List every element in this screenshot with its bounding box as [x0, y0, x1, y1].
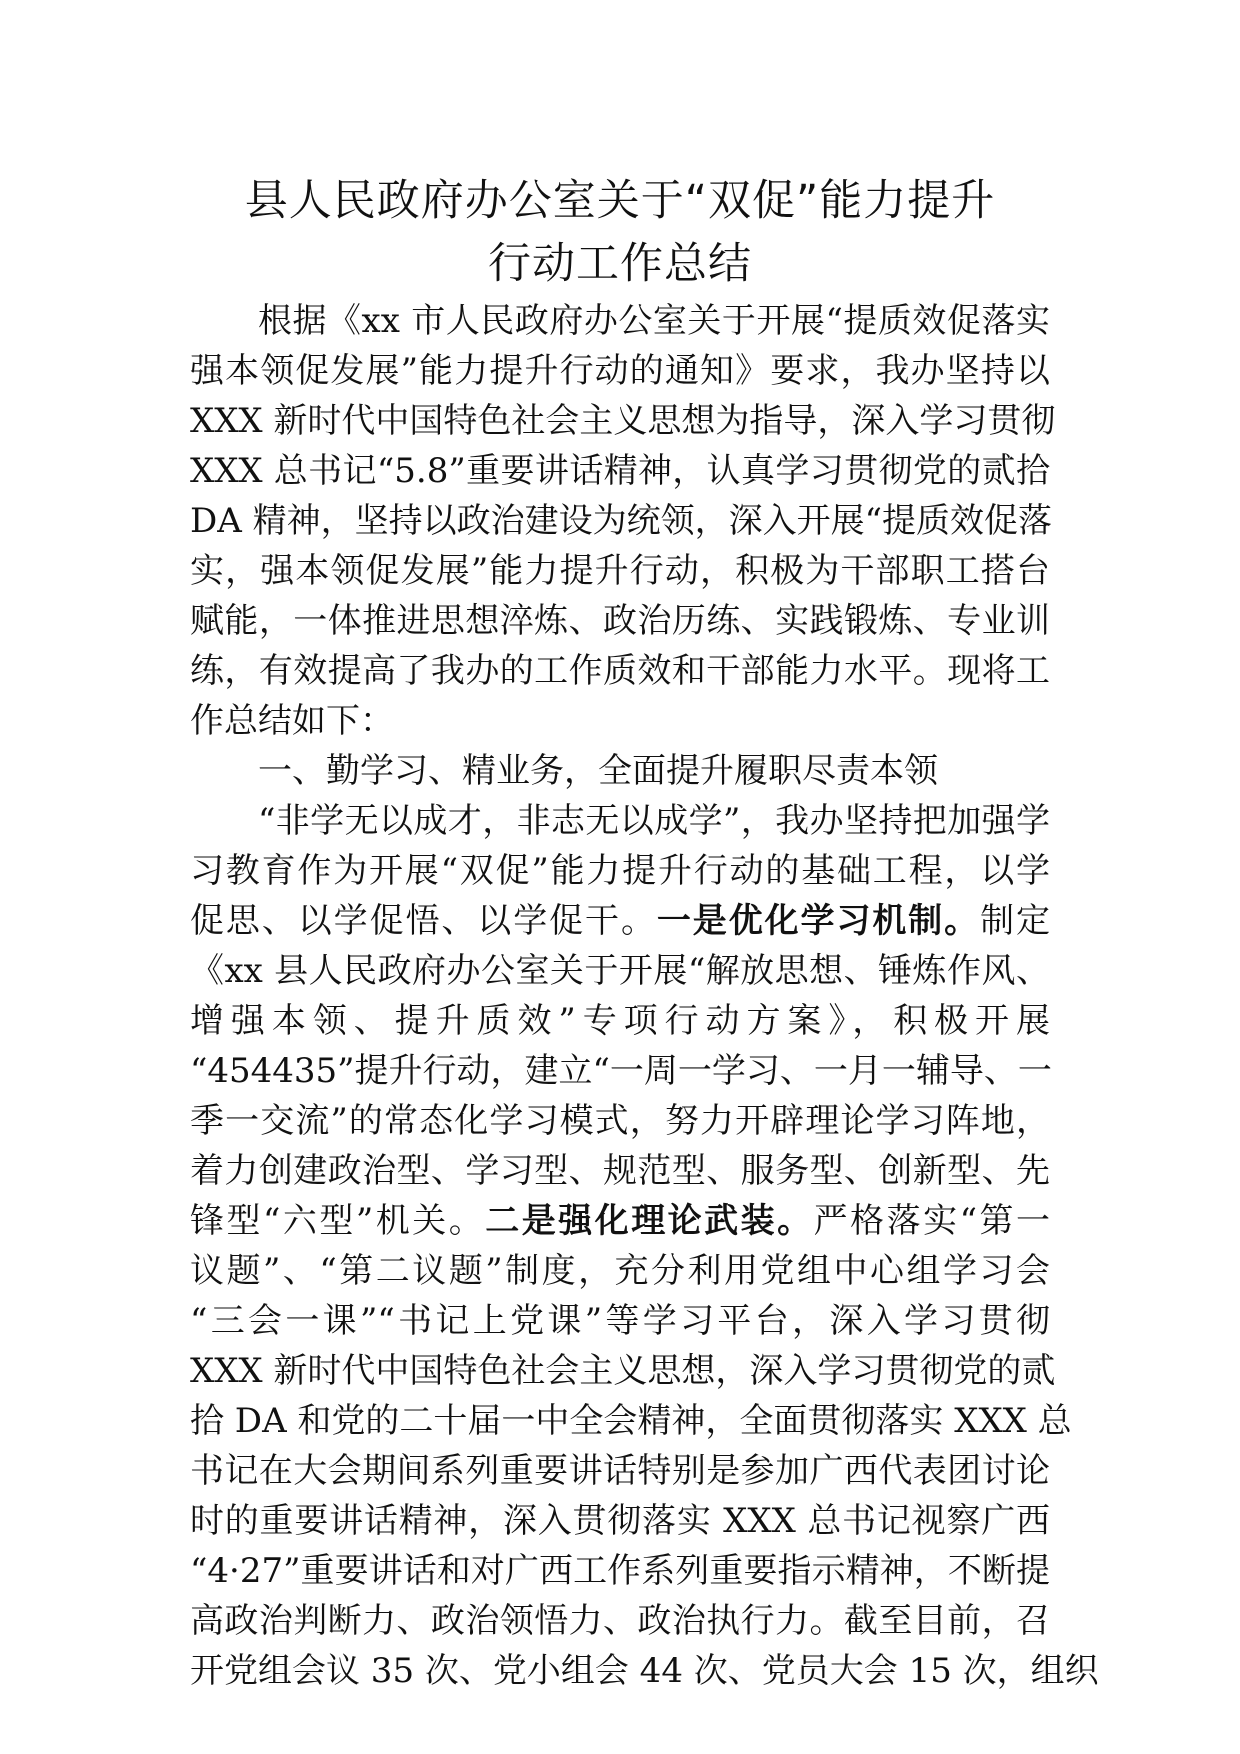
paragraph-line: 着力创建政治型、学习型、规范型、服务型、创新型、先 [190, 1151, 1050, 1191]
paragraph-line: 时的重要讲话精神，深入贯彻落实 XXX 总书记视察广西 [190, 1501, 1050, 1541]
line-text: 制定 [980, 901, 1051, 941]
paragraph-line: XXX 新时代中国特色社会主义思想为指导，深入学习贯彻 [190, 401, 1056, 441]
paragraph-line: 增强本领、提升质效”专项行动方案》，积极开展 [190, 1001, 1050, 1041]
paragraph-line: 强本领促发展”能力提升行动的通知》要求，我办坚持以 [190, 351, 1050, 391]
line-text: 严格落实“第一 [813, 1201, 1051, 1241]
paragraph-line: “三会一课”“书记上党课”等学习平台，深入学习贯彻 [190, 1301, 1050, 1341]
paragraph-line: 作总结如下： [190, 701, 394, 741]
paragraph-line: DA 精神，坚持以政治建设为统领，深入开展“提质效促落 [190, 501, 1053, 541]
paragraph-line [190, 1196, 1050, 1246]
paragraph-line [190, 896, 1050, 946]
paragraph-line: “4·27”重要讲话和对广西工作系列重要指示精神，不断提 [190, 1551, 1050, 1591]
paragraph-line: 议题”、“第二议题”制度，充分利用党组中心组学习会 [190, 1251, 1050, 1291]
bold-subheading: 二是强化理论武装。 [485, 1201, 814, 1241]
paragraph-line: 拾 DA 和党的二十届一中全会精神，全面贯彻落实 XXX 总 [190, 1401, 1072, 1441]
paragraph-line: 实，强本领促发展”能力提升行动，积极为干部职工搭台 [190, 551, 1050, 591]
document-title-line-2: 行动工作总结 [488, 239, 752, 289]
paragraph-line: 季一交流”的常态化学习模式，努力开辟理论学习阵地， [190, 1101, 1050, 1141]
paragraph-line: XXX 总书记“5.8”重要讲话精神，认真学习贯彻党的贰拾 [190, 451, 1050, 491]
paragraph-line: 书记在大会期间系列重要讲话特别是参加广西代表团讨论 [190, 1451, 1050, 1491]
paragraph-line: “非学无以成才，非志无以成学”，我办坚持把加强学 [258, 801, 1050, 841]
paragraph-line: 习教育作为开展“双促”能力提升行动的基础工程，以学 [190, 851, 1050, 891]
bold-subheading: 一是优化学习机制。 [656, 901, 981, 941]
paragraph-line: “454435”提升行动，建立“一周一学习、一月一辅导、一 [190, 1051, 1052, 1091]
section-heading: 一、勤学习、精业务，全面提升履职尽责本领 [258, 751, 938, 791]
paragraph-line: 开党组会议 35 次、党小组会 44 次、党员大会 15 次，组织 [190, 1651, 1099, 1691]
paragraph-line: 根据《xx 市人民政府办公室关于开展“提质效促落实 [258, 301, 1050, 341]
line-text: 锋型“六型”机关。 [190, 1201, 486, 1241]
document-title-line-1: 县人民政府办公室关于“双促”能力提升 [244, 176, 996, 226]
paragraph-line: 高政治判断力、政治领悟力、政治执行力。截至目前，召 [190, 1601, 1050, 1641]
paragraph-line: 《xx 县人民政府办公室关于开展“解放思想、锤炼作风、 [190, 951, 1050, 991]
line-text: 促思、以学促悟、以学促干。 [190, 901, 657, 941]
paragraph-line: XXX 新时代中国特色社会主义思想，深入学习贯彻党的贰 [190, 1351, 1056, 1391]
paragraph-line: 练，有效提高了我办的工作质效和干部能力水平。现将工 [190, 651, 1050, 691]
paragraph-line: 赋能，一体推进思想淬炼、政治历练、实践锻炼、专业训 [190, 601, 1050, 641]
